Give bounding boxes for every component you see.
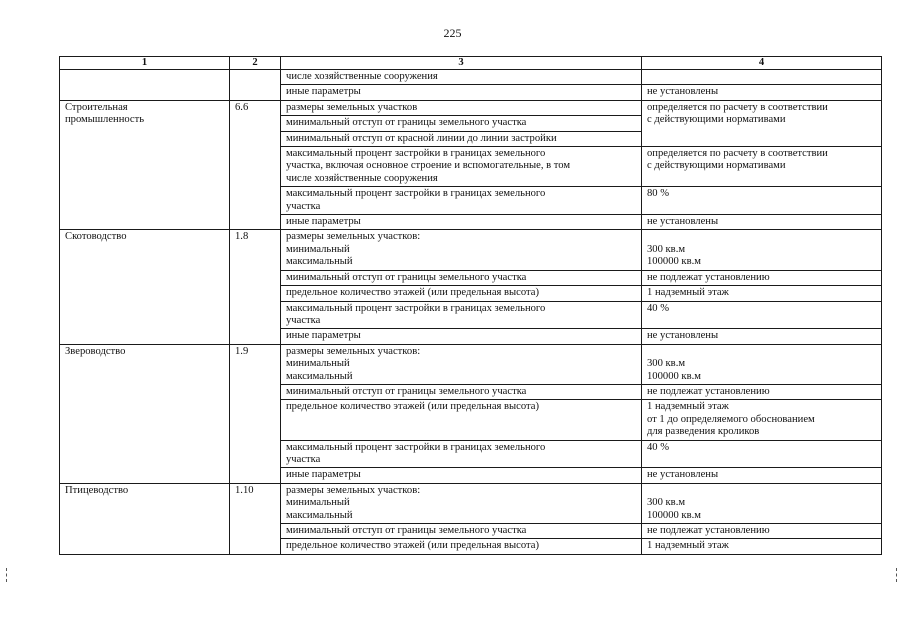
parameter-cell-line: числе хозяйственные сооружения <box>286 71 438 82</box>
value-cell-line: с действующими нормативами <box>647 160 786 172</box>
parameter-cell-line: размеры земельных участков: <box>286 484 421 496</box>
parameter-cell <box>281 215 642 230</box>
value-cell-line <box>647 346 877 358</box>
table-row <box>60 70 882 85</box>
parameter-cell-line: максимальный процент застройки в границах земельного <box>286 188 546 200</box>
parameter-cell-line: минимальный отступ от границы земельного участка <box>286 385 527 397</box>
use-type-cell-line: Скотоводство <box>65 231 127 243</box>
parameter-cell <box>281 384 642 399</box>
table-row <box>60 100 882 115</box>
parameter-cell <box>281 539 642 554</box>
parameter-cell-line: максимальный <box>286 509 353 521</box>
value-cell-line <box>647 231 877 243</box>
value-cell-line: 100000 кв.м <box>647 509 701 521</box>
value-cell-line: не установлены <box>647 86 719 98</box>
value-cell-line: 300 кв.м <box>647 243 686 255</box>
header-col-1: 1 <box>60 57 230 70</box>
use-code-cell <box>230 70 281 101</box>
parameter-cell-line: размеры земельных участков: <box>286 345 421 357</box>
use-code-cell: 6.6 <box>230 100 281 230</box>
parameter-cell-line: участка <box>286 453 321 465</box>
table-body <box>60 70 882 555</box>
parameter-cell-line: минимальный отступ от границы земельного участка <box>286 525 527 536</box>
parameter-cell <box>281 270 642 285</box>
use-code-cell: 1.9 <box>230 344 281 483</box>
parameter-cell <box>281 483 642 523</box>
value-cell-line: 40 % <box>647 441 670 453</box>
table-row <box>60 483 882 523</box>
value-cell <box>642 301 882 329</box>
parameter-cell <box>281 524 642 539</box>
land-use-regulations-table <box>59 56 882 555</box>
value-cell-line: не подлежат установлению <box>647 271 770 283</box>
use-code-cell: 1.10 <box>230 483 281 554</box>
left-margin-mark <box>6 568 8 582</box>
parameter-cell-line: предельное количество этажей (или предельная высота) <box>286 287 540 299</box>
value-cell-line <box>647 71 877 83</box>
value-cell <box>642 270 882 285</box>
value-cell <box>642 187 882 215</box>
value-cell-line: не установлены <box>647 469 719 481</box>
value-cell-line: от 1 до определяемого обоснованием <box>647 413 815 425</box>
table-row <box>60 344 882 384</box>
parameter-cell-line: участка <box>286 200 321 212</box>
header-row <box>60 57 882 70</box>
value-cell <box>642 70 882 85</box>
value-cell <box>642 100 882 146</box>
parameter-cell-line: минимальный отступ от границы земельного участка <box>286 271 527 283</box>
value-cell <box>642 400 882 440</box>
parameter-cell-line: минимальный отступ от красной линии до линии застройки <box>286 132 557 144</box>
parameter-cell <box>281 329 642 344</box>
value-cell-line: определяется по расчету в соответствии <box>647 148 828 160</box>
value-cell-line: 100000 кв.м <box>647 370 701 382</box>
value-cell-line: 300 кв.м <box>647 358 686 370</box>
use-type-cell-line: Звероводство <box>65 345 126 357</box>
parameter-cell-line: максимальный <box>286 256 353 268</box>
value-cell-line: 40 % <box>647 302 670 314</box>
use-type-cell <box>60 230 230 344</box>
value-cell-line: 1 надземный этаж <box>647 540 729 552</box>
value-cell <box>642 384 882 399</box>
header-col-2: 2 <box>230 57 281 70</box>
parameter-cell-line: максимальный процент застройки в границах земельного <box>286 302 546 314</box>
value-cell-line: для разведения кроликов <box>647 426 760 438</box>
parameter-cell <box>281 286 642 301</box>
value-cell <box>642 483 882 523</box>
value-cell <box>642 230 882 270</box>
value-cell <box>642 85 882 100</box>
value-cell <box>642 539 882 554</box>
parameter-cell-line: предельное количество этажей (или предельная высота) <box>286 540 540 552</box>
parameter-cell <box>281 85 642 100</box>
value-cell-line: не установлены <box>647 216 719 228</box>
parameter-cell-line: числе хозяйственные сооружения <box>286 172 438 184</box>
parameter-cell-line: участка <box>286 314 321 326</box>
parameter-cell-line: размеры земельных участков <box>286 101 418 113</box>
value-cell <box>642 440 882 468</box>
parameter-cell-line: минимальный <box>286 497 350 509</box>
use-type-cell-line: промышленность <box>65 114 145 126</box>
right-margin-mark <box>896 568 898 582</box>
value-cell-line: 100000 кв.м <box>647 256 701 268</box>
parameter-cell <box>281 400 642 440</box>
value-cell <box>642 329 882 344</box>
parameter-cell-line: минимальный <box>286 358 350 370</box>
parameter-cell <box>281 131 642 146</box>
parameter-cell-line: участка, включая основное строение и вспомогательные, в том <box>286 160 571 172</box>
parameter-cell-line: минимальный отступ от границы земельного участка <box>286 117 527 129</box>
value-cell <box>642 468 882 483</box>
value-cell-line: 80 % <box>647 188 670 200</box>
parameter-cell-line: предельное количество этажей (или предельная высота) <box>286 401 540 413</box>
value-cell-line: не установлены <box>647 330 719 342</box>
value-cell <box>642 147 882 187</box>
use-type-cell <box>60 70 230 101</box>
value-cell <box>642 286 882 301</box>
value-cell-line: 300 кв.м <box>647 497 686 509</box>
parameter-cell <box>281 344 642 384</box>
parameter-cell-line: максимальный <box>286 370 353 382</box>
use-type-cell <box>60 344 230 483</box>
use-type-cell <box>60 483 230 554</box>
parameter-cell <box>281 116 642 131</box>
value-cell <box>642 215 882 230</box>
use-type-cell-line: Строительная <box>65 101 128 113</box>
value-cell-line: с действующими нормативами <box>647 114 786 126</box>
value-cell-line: не подлежат установлению <box>647 385 770 397</box>
parameter-cell-line: максимальный процент застройки в границах земельного <box>286 148 546 160</box>
use-type-cell-line: Птицеводство <box>65 484 129 496</box>
parameter-cell-line: минимальный <box>286 243 350 255</box>
parameter-cell <box>281 468 642 483</box>
header-col-3: 3 <box>281 57 642 70</box>
parameter-cell <box>281 187 642 215</box>
value-cell-line: 1 надземный этаж <box>647 401 729 413</box>
page-number: 225 <box>443 26 462 40</box>
parameter-cell-line: иные параметры <box>286 330 361 342</box>
table-row <box>60 230 882 270</box>
value-cell-line: не подлежат установлению <box>647 525 770 536</box>
parameter-cell-line: размеры земельных участков: <box>286 231 421 243</box>
header-col-4: 4 <box>642 57 882 70</box>
parameter-cell <box>281 440 642 468</box>
parameter-cell-line: максимальный процент застройки в границах земельного <box>286 441 546 453</box>
use-type-cell <box>60 100 230 230</box>
parameter-cell <box>281 70 642 85</box>
value-cell-line <box>647 485 877 497</box>
value-cell-line: 1 надземный этаж <box>647 287 729 299</box>
parameter-cell <box>281 147 642 187</box>
parameter-cell <box>281 230 642 270</box>
parameter-cell-line: иные параметры <box>286 86 361 98</box>
value-cell-line: определяется по расчету в соответствии <box>647 101 828 113</box>
value-cell <box>642 344 882 384</box>
parameter-cell-line: иные параметры <box>286 469 361 481</box>
parameter-cell <box>281 301 642 329</box>
value-cell <box>642 524 882 539</box>
use-code-cell: 1.8 <box>230 230 281 344</box>
parameter-cell <box>281 100 642 115</box>
parameter-cell-line: иные параметры <box>286 216 361 228</box>
